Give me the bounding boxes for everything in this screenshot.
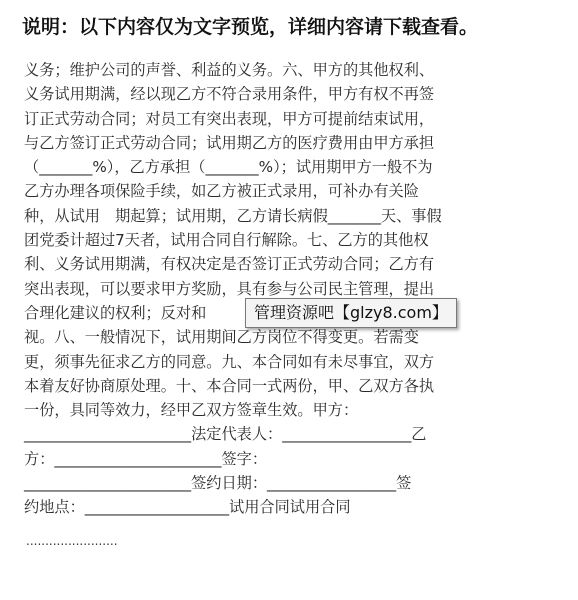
preview-notice: 说明：以下内容仅为文字预览，详细内容请下载查看。 — [22, 16, 479, 38]
document-line: 合理化建议的权利；反对和 — [24, 303, 207, 322]
document-line: 义务；维护公司的声誉、利益的义务。六、甲方的其他权利、 — [24, 61, 435, 79]
document-line: 种，从试用 期起算；试用期，乙方请长病假_______天、事假 — [24, 206, 442, 225]
document-body — [24, 58, 554, 520]
document-line: 约地点：___________________试用合同试用合同 — [24, 498, 351, 517]
document-line: 订正式劳动合同；对员工有突出表现，甲方可提前结束试用， — [24, 109, 435, 128]
document-line: 利、义务试用期满，有权决定是否签订正式劳动合同；乙方有 — [24, 255, 435, 274]
truncation-dots: ........................ — [26, 534, 118, 548]
document-line: 本着友好协商原处理。十、本合同一式两份，甲、乙双方各执 — [24, 376, 435, 395]
document-line: 义务试用期满，经以现乙方不符合录用条件，甲方有权不再签 — [24, 85, 435, 104]
document-line: 突出表现，可以要求甲方奖励，具有参与公司民主管理，提出 — [24, 279, 435, 298]
document-line: 与乙方签订正式劳动合同；试用期乙方的医疗费用由甲方承担 — [24, 133, 435, 152]
document-line: ______________________法定代表人：_________________乙 — [24, 425, 427, 444]
document-line: 方：______________________签字： — [24, 449, 267, 468]
watermark-label: 管理资源吧【glzy8.com】 — [245, 298, 457, 328]
document-line: 团党委计超过7天者，试用合同自行解除。七、乙方的其他权 — [24, 231, 429, 250]
document-line: 一份，具同等效力，经甲乙双方签章生效。甲方： — [24, 401, 359, 420]
document-line: 视。八、一般情况下，试用期间乙方岗位不得变更。若需变 — [24, 328, 419, 347]
document-line: 更，须事先征求乙方的同意。九、本合同如有未尽事宜，双方 — [24, 352, 435, 371]
document-line: 乙方办理各项保险手续，如乙方被正式录用，可补办有关险 — [24, 182, 419, 201]
document-line: （_______%），乙方承担（_______%）；试用期甲方一般不为 — [24, 158, 433, 177]
document-line: ______________________签约日期：_________________签 — [24, 474, 412, 493]
